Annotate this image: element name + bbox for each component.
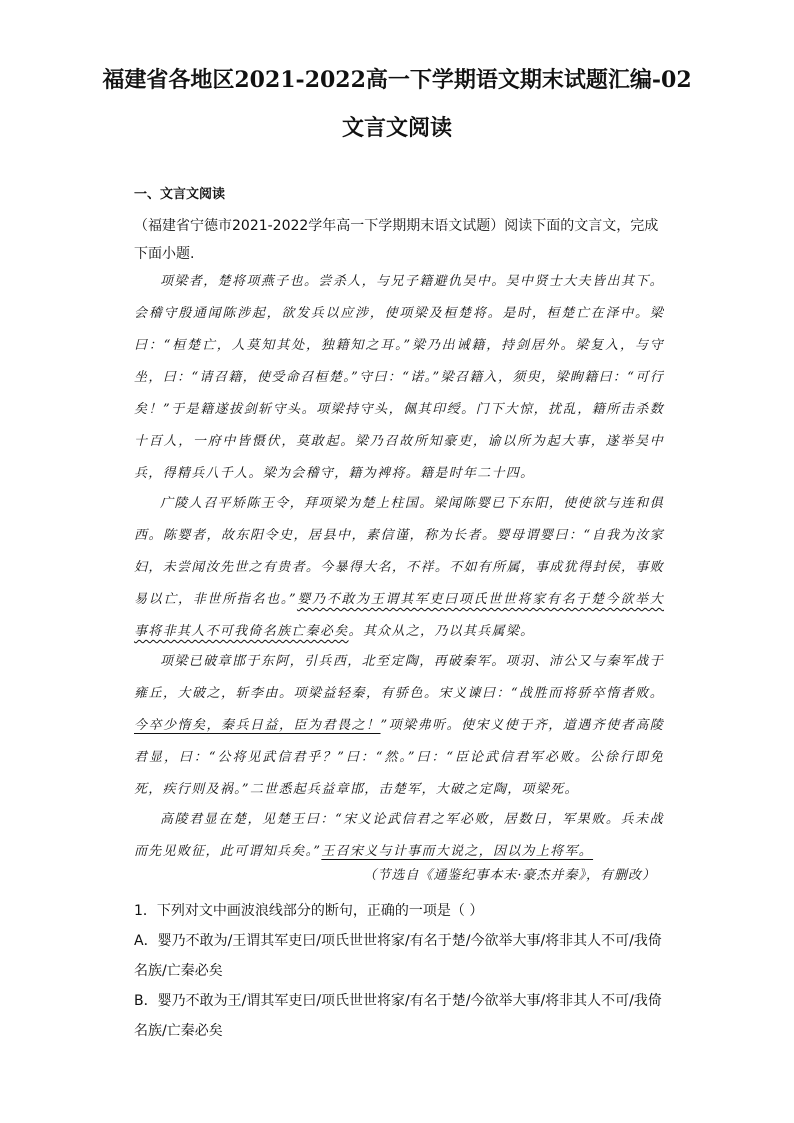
paragraph-text-segment: 高陵君显在楚，见楚王曰：“宋义论武信君之军必败，居数日，军果败。兵未战而先见败征，此可谓知兵矣。” bbox=[134, 812, 664, 859]
underlined-text: 今卒少惰矣，秦兵日益，臣为君畏之！ bbox=[134, 718, 381, 733]
passage-paragraph-2 bbox=[134, 488, 664, 648]
paragraph-text bbox=[134, 646, 664, 806]
wavy-underlined-text: 婴乃不敢为王谓其军吏曰项氏世世将家有名于楚今欲举大事将非其人不可我倚名族亡秦必矣 bbox=[134, 592, 664, 639]
passage-paragraph-3 bbox=[134, 646, 664, 806]
underlined-text: 王召宋义与计事而大说之，因以为上将军。 bbox=[321, 844, 594, 859]
passage-paragraph-1 bbox=[134, 266, 664, 490]
section-heading: 一、文言文阅读 bbox=[134, 187, 226, 202]
paragraph-text-segment: 广陵人召平矫陈王令，拜项梁为楚上柱国。梁闻陈婴已下东阳，使使欲与连和俱西。陈婴者，故东阳令史，居县中，素信谨，称为长者。婴母谓婴曰：“自我为汝家妇，未尝闻汝先世之有贵者。今暴得大名，不祥。不如有所属，事成犹得封侯，事败易以亡，非世所指名也。” bbox=[134, 496, 664, 607]
paragraph-text-segment: 项梁已破章邯于东阿，引兵西，北至定陶，再破秦军。项羽、沛公又与秦军战于雍丘，大破之，斩李由。项梁益轻秦，有骄色。宋义谏曰：“战胜而将骄卒惰者败。 bbox=[134, 654, 664, 701]
passage-citation: （节选自《通鉴纪事本末·豪杰并秦》，有删改） bbox=[363, 868, 656, 883]
paragraph-text-segment: ”项梁弗听。使宋义使于齐，道遇齐使者高陵君显，曰：“公将见武信君乎？”曰：“然。”曰：“臣论武信君军必败。公徐行即免死，疾行则及祸。”二世悉起兵益章邯，击楚军，大破之定陶，项梁死。 bbox=[134, 718, 664, 797]
paragraph-text bbox=[134, 488, 664, 648]
option-a: A．婴乃不敢为/王谓其军吏曰/项氏世世将家/有名于楚/今欲举大事/将非其人不可/我倚名族/亡秦必矣 bbox=[134, 933, 662, 979]
document-title: 福建省各地区2021-2022高一下学期语文期末试题汇编-02 bbox=[102, 67, 692, 93]
document-subtitle: 文言文阅读 bbox=[341, 115, 452, 141]
source-instruction: （福建省宁德市2021-2022学年高一下学期期末语文试题）阅读下面的文言文，完成下面小题. bbox=[134, 218, 659, 262]
paragraph-text-segment: 。其众从之，乃以其兵属梁。 bbox=[348, 624, 535, 639]
passage-paragraph-4 bbox=[134, 804, 664, 868]
paragraph-text bbox=[134, 804, 664, 868]
paragraph-text: 项梁者，楚将项燕子也。尝杀人，与兄子籍避仇吴中。吴中贤士大夫皆出其下。会稽守殷通闻陈涉起，欲发兵以应涉，使项梁及桓楚将。是时，桓楚亡在泽中。梁曰：“桓楚亡，人莫知其处，独籍知之耳。”梁乃出诫籍，持剑居外。梁复入，与守坐，曰：“请召籍，使受命召桓楚。”守曰：“诺。”梁召籍入，须臾，梁眴籍曰：“可行矣！”于是籍遂拔剑斩守头。项梁持守头，佩其印绶。门下大惊，扰乱，籍所击杀数十百人，一府中皆慑伏，莫敢起。梁乃召故所知豪吏，谕以所为起大事，遂举吴中兵，得精兵八千人。梁为会稽守，籍为裨将。籍是时年二十四。 bbox=[134, 274, 664, 481]
question-stem: 1．下列对文中画波浪线部分的断句，正确的一项是（ ） bbox=[134, 903, 484, 919]
option-b: B．婴乃不敢为王/谓其军吏曰/项氏世世将家/有名于楚/今欲举大事/将非其人不可/我倚名族/亡秦必矣 bbox=[134, 993, 662, 1039]
